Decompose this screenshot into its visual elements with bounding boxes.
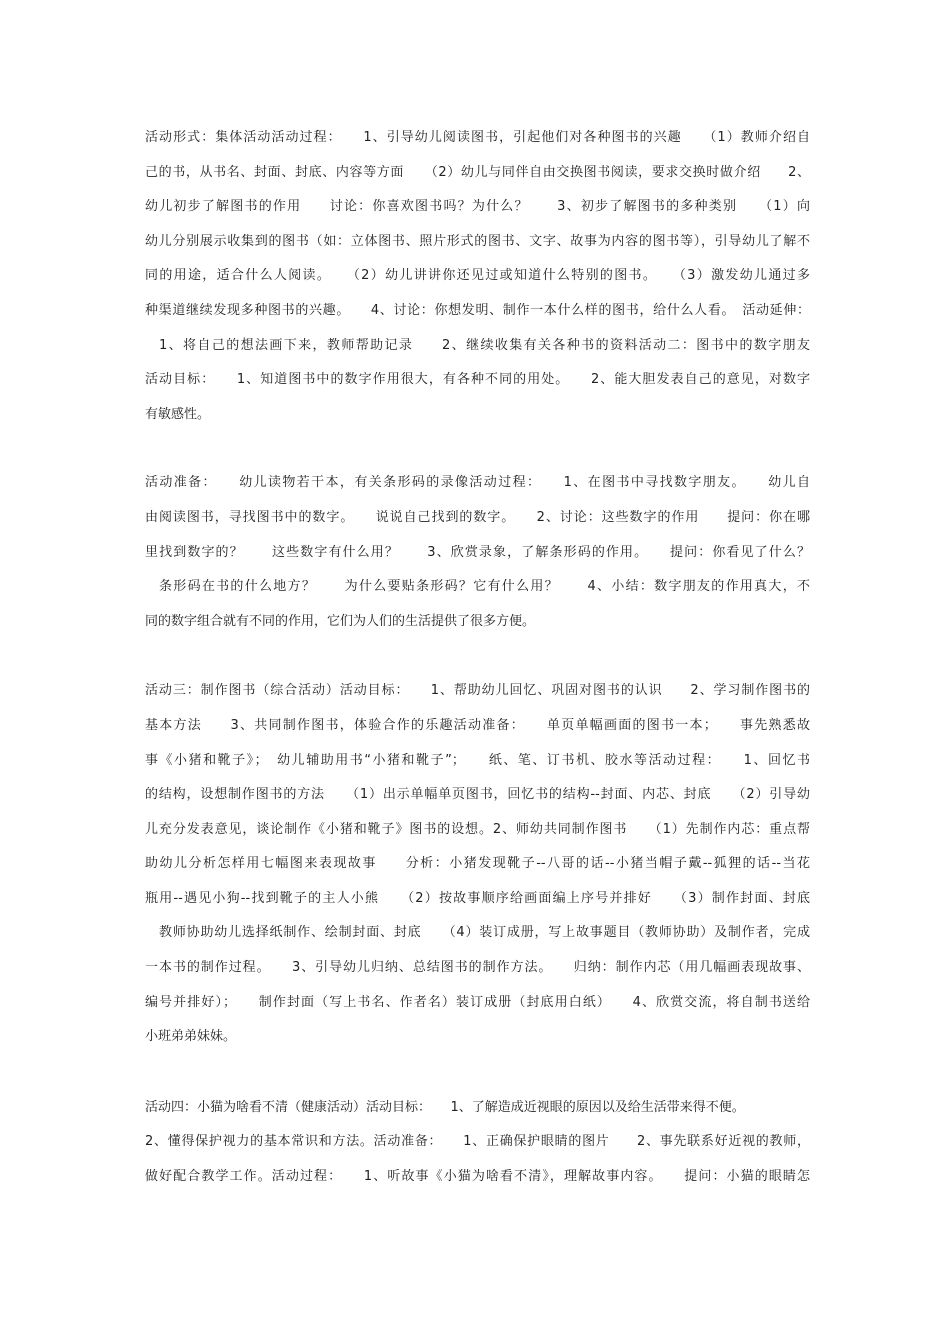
text-line: 里找到数字的？ 这些数字有什么用？ 3、欣赏录象，了解条形码的作用。 提问：你看见了什么？ bbox=[145, 544, 810, 560]
paragraph-spacer bbox=[145, 432, 810, 466]
text-line: 活动三：制作图书（综合活动）活动目标： 1、帮助幼儿回忆、巩固对图书的认识 2、学习制作图书的 bbox=[145, 683, 810, 699]
text-line: 幼儿初步了解图书的作用 讨论：你喜欢图书吗？为什么？ 3、初步了解图书的多种类别 （1）向 bbox=[145, 199, 810, 215]
text-line: 同的数字组合就有不同的作用，它们为人们的生活提供了很多方便。 bbox=[145, 613, 536, 629]
text-line: 同的用途，适合什么人阅读。 （2）幼儿讲讲你还见过或知道什么特别的图书。 （3）激发幼儿通过多 bbox=[145, 268, 810, 284]
paragraph-activity-1 bbox=[145, 121, 810, 432]
text-line: 条形码在书的什么地方？ 为什么要贴条形码？它有什么用？ 4、小结：数字朋友的作用真大，不 bbox=[159, 579, 810, 595]
text-line: 做好配合教学工作。活动过程： 1、听故事《小猫为啥看不清》，理解故事内容。 提问：小猫的眼睛怎 bbox=[145, 1169, 810, 1185]
text-line: 活动目标： 1、知道图书中的数字作用很大，有各种不同的用处。 2、能大胆发表自己的意见，对数字 bbox=[145, 372, 810, 388]
text-line: 活动形式：集体活动活动过程： 1、引导幼儿阅读图书，引起他们对各种图书的兴趣 （1）教师介绍自 bbox=[145, 130, 810, 145]
text-line: 教师协助幼儿选择纸制作、绘制封面、封底 （4）装订成册，写上故事题目（教师协助）及制作者，完成 bbox=[159, 925, 810, 941]
text-line: 种渠道继续发现多种图书的兴趣。 4、讨论：你想发明、制作一本什么样的图书，给什么人看。 活动延伸： bbox=[145, 302, 810, 318]
text-line: 一本书的制作过程。 3、引导幼儿归纳、总结图书的制作方法。 归纳：制作内芯（用几幅画表现故事、 bbox=[145, 960, 810, 976]
text-line: 己的书，从书名、封面、封底、内容等方面 （2）幼儿与同伴自由交换图书阅读，要求交换时做介绍 2、 bbox=[145, 164, 810, 180]
document-body bbox=[145, 121, 810, 1195]
text-line: 的结构，设想制作图书的方法 （1）出示单幅单页图书，回忆书的结构--封面、内芯、封底 （2）引导幼 bbox=[145, 787, 810, 803]
paragraph-spacer bbox=[145, 639, 810, 674]
text-line: 2、懂得保护视力的基本常识和方法。活动准备： 1、正确保护眼睛的图片 2、事先联系好近视的教师， bbox=[145, 1134, 810, 1150]
paragraph-spacer bbox=[145, 1055, 810, 1091]
text-line: 1、将自己的想法画下来，教师帮助记录 2、继续收集有关各种书的资料活动二：图书中的数字朋友 bbox=[159, 337, 810, 353]
text-line: 由阅读图书，寻找图书中的数字。 说说自己找到的数字。 2、讨论：这些数字的作用 提问：你在哪 bbox=[145, 509, 810, 525]
paragraph-activity-2 bbox=[145, 466, 810, 639]
text-line: 活动四：小猫为啥看不清（健康活动）活动目标： 1、了解造成近视眼的原因以及给生活带来得不便。 bbox=[145, 1099, 745, 1115]
text-line: 助幼儿分析怎样用七幅图来表现故事 分析：小猪发现靴子--八哥的话--小猪当帽子戴--狐狸的话--当花 bbox=[145, 856, 810, 872]
text-line: 儿充分发表意见，谈论制作《小猪和靴子》图书的设想。2、师幼共同制作图书 （1）先制作内芯：重点帮 bbox=[145, 821, 810, 837]
text-line: 活动准备： 幼儿读物若干本，有关条形码的录像活动过程： 1、在图书中寻找数字朋友。 幼儿自 bbox=[145, 475, 810, 491]
paragraph-activity-3 bbox=[145, 674, 810, 1055]
text-line: 幼儿分别展示收集到的图书（如：立体图书、照片形式的图书、文字、故事为内容的图书等），引导幼儿了解不 bbox=[145, 233, 810, 249]
text-line: 事《小猪和靴子》； 幼儿辅助用书“小猪和靴子”； 纸、笔、订书机、胶水等活动过程： 1、回忆书 bbox=[145, 752, 810, 768]
text-line: 基本方法 3、共同制作图书，体验合作的乐趣活动准备： 单页单幅画面的图书一本； 事先熟悉故 bbox=[145, 717, 810, 733]
text-line: 编号并排好）； 制作封面（写上书名、作者名）装订成册（封底用白纸） 4、欣赏交流，将自制书送给 bbox=[145, 994, 810, 1010]
text-line: 小班弟弟妹妹。 bbox=[145, 1029, 237, 1045]
text-line: 瓶用--遇见小狗--找到靴子的主人小熊 （2）按故事顺序给画面编上序号并排好 （3）制作封面、封底 bbox=[145, 890, 810, 906]
text-line: 有敏感性。 bbox=[145, 406, 211, 422]
paragraph-activity-4 bbox=[145, 1091, 810, 1195]
